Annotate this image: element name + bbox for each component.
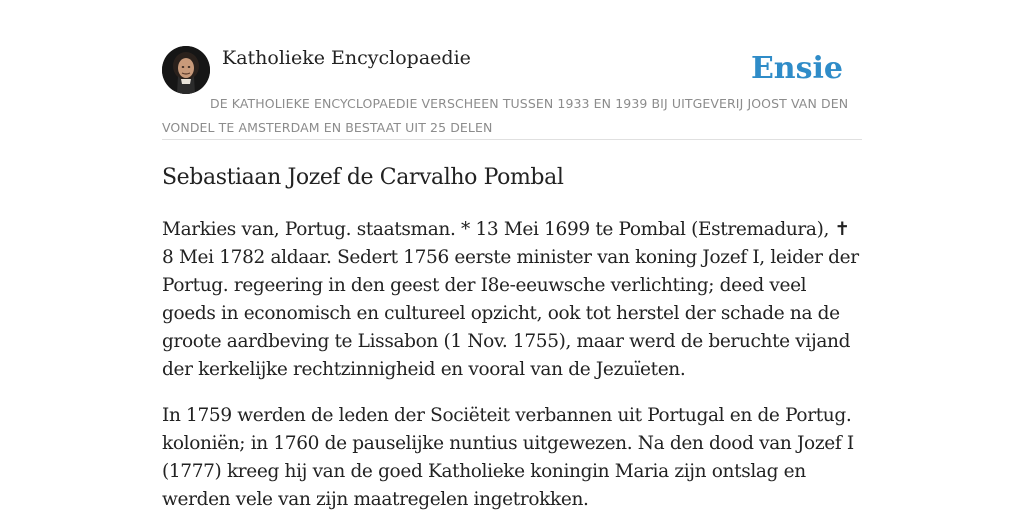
portrait-icon [162,46,210,94]
brand-logo[interactable]: Ensie [750,51,843,86]
site-name[interactable]: Katholieke Encyclopaedie [222,47,471,69]
article-paragraph: Markies van, Portug. staatsman. * 13 Mei 1699 te Pombal (Estremadura), ✝ 8 Mei 1782 aldaar. Sedert 1756 eerste minister van koning Jozef I, leider der Portug. regeering in den geest der I8e-eeuwsche verlichting; deed veel goeds in economisch en cultureel opzicht, ook tot herstel der schade na de groote aardbeving te Lissabon (1 Nov. 1755), maar werd de beruchte vijand der kerkelijke rechtzinnigheid en vooral van de Jezuïeten. [162,219,859,380]
header-divider [162,139,862,140]
site-description: DE KATHOLIEKE ENCYCLOPAEDIE VERSCHEEN TUSSEN 1933 EN 1939 BIJ UITGEVERIJ JOOST VAN DEN VONDEL TE AMSTERDAM EN BESTAAT UIT 25 DELEN [162,96,849,135]
article-title: Sebastiaan Jozef de Carvalho Pombal [162,165,564,190]
article-paragraph: In 1759 werden de leden der Sociëteit verbannen uit Portugal en de Portug. koloniën; in 1760 de pauselijke nuntius uitgewezen. Na den dood van Jozef I (1777) kreeg hij van de goed Katholieke koningin Maria zijn ontslag en werden vele van zijn maatregelen ingetrokken. [162,405,854,510]
publication-avatar[interactable] [162,46,210,94]
article [162,162,862,512]
